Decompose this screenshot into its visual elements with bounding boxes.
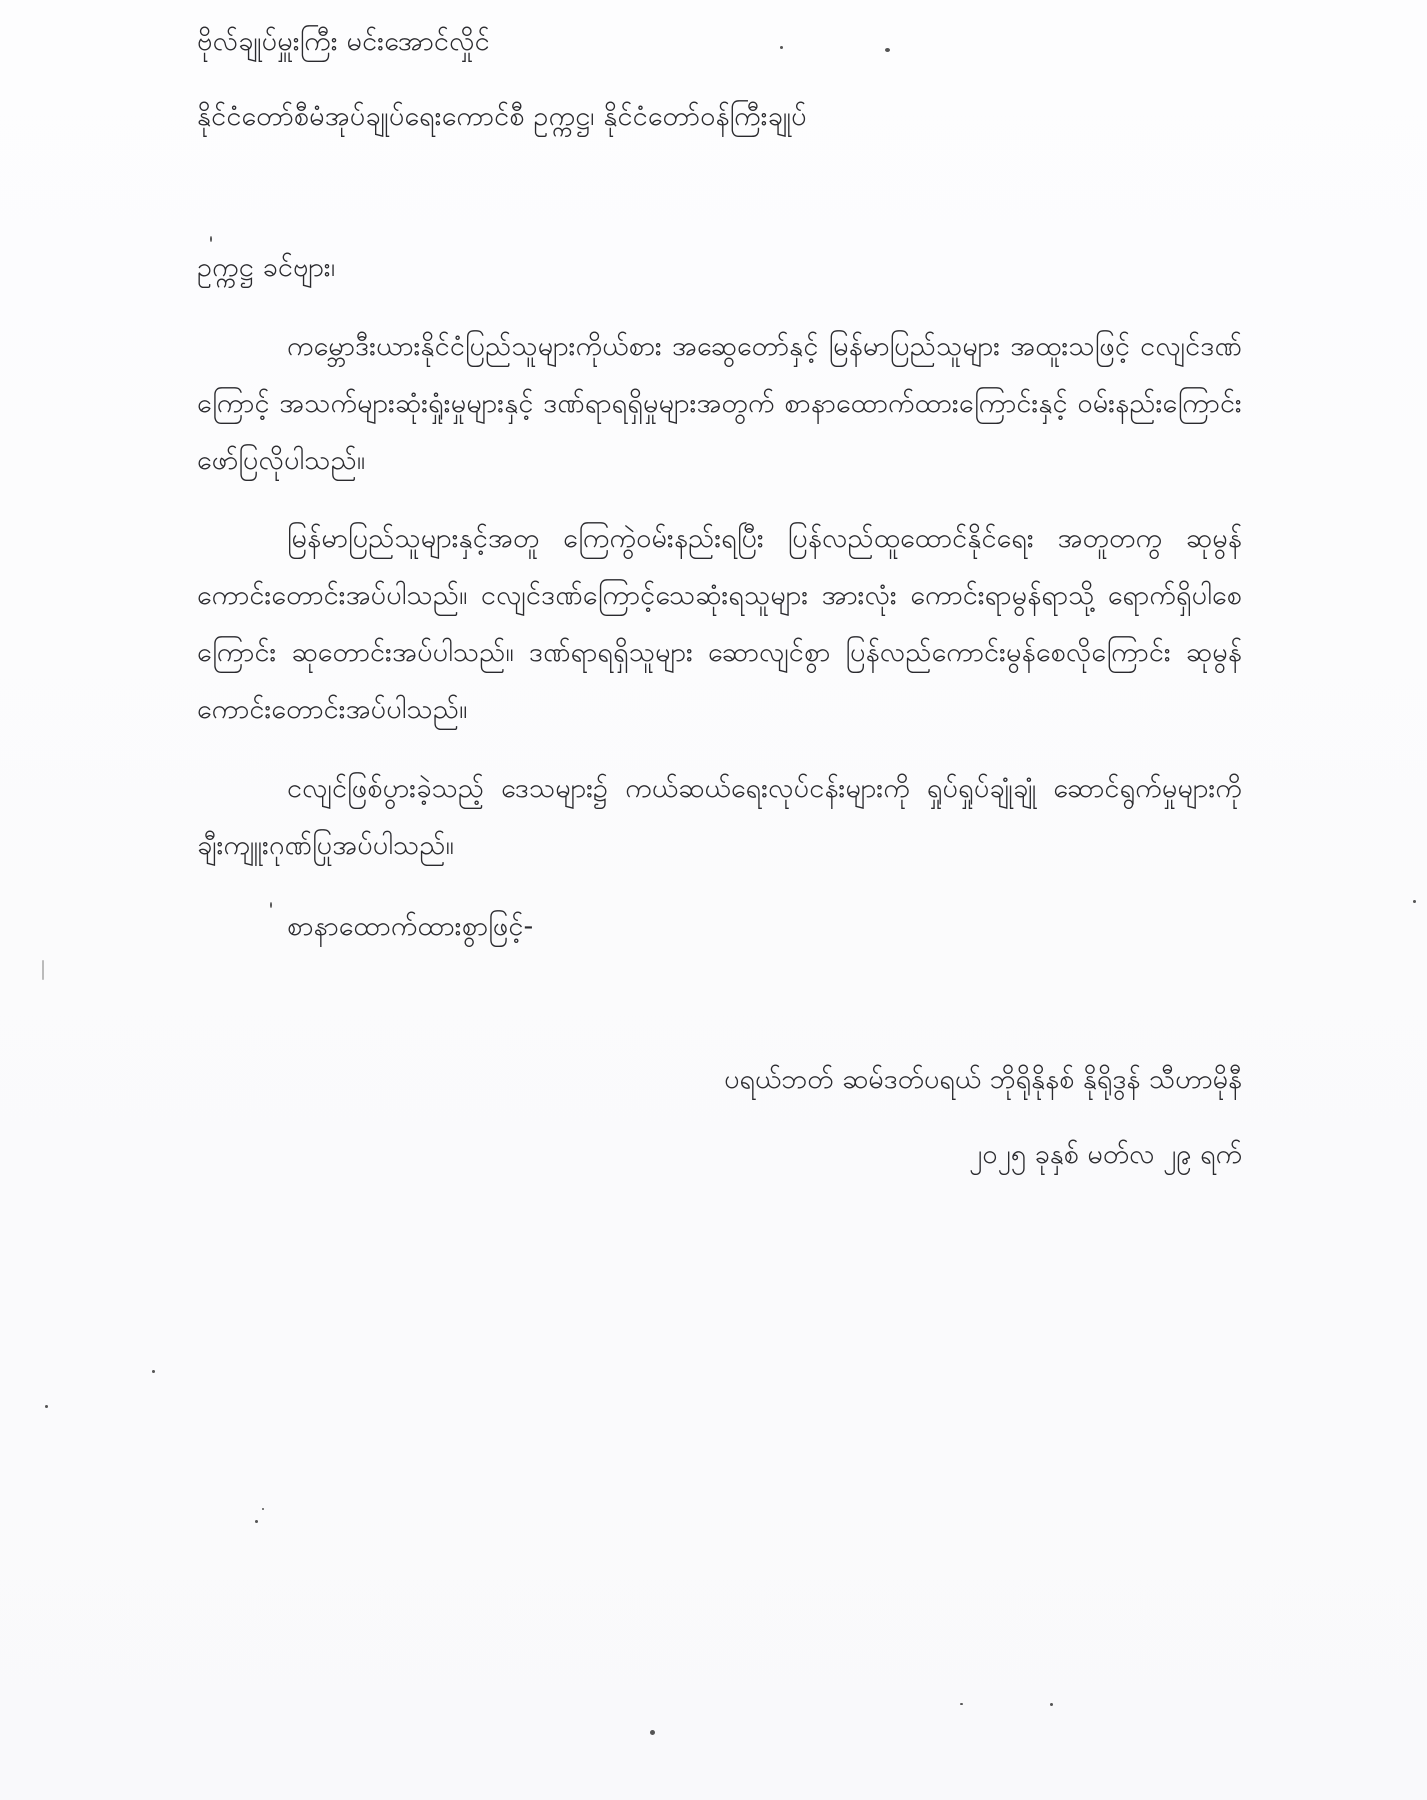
scan-speck	[255, 1520, 258, 1523]
scan-speck	[1050, 1703, 1053, 1706]
paragraph-text: မြန်မာပြည်သူများနှင့်အတူ ကြေကွဲဝမ်းနည်းရပြီး ပြန်လည်ထူထောင်နိုင်ရေး အတူတကွ ဆုမွန်ကောင်းတောင်းအပ်ပါသည်။ ငလျင်ဒဏ်ကြောင့်သေဆုံးရသူများ အားလုံး ကောင်းရာမွန်ရာသို့ ရောက်ရှိပါစေကြောင်း ဆုတောင်းအပ်ပါသည်။ ဒဏ်ရာရရှိသူများ ဆောလျင်စွာ ပြန်လည်ကောင်းမွန်စေလိုကြောင်း ဆုမွန်ကောင်းတောင်းအပ်ပါသည်။	[197, 523, 1242, 725]
paragraph-text: ကမ္ဘောဒီးယားနိုင်ငံပြည်သူများကိုယ်စား အဆွေတော်နှင့် မြန်မာပြည်သူများ အထူးသဖြင့် ငလျင်ဒဏ်ကြောင့် အသက်များဆုံးရှုံးမှုများနှင့် ဒဏ်ရာရရှိမှုများအတွက် စာနာထောက်ထားကြောင်းနှင့် ဝမ်းနည်းကြောင်း ဖော်ပြလိုပါသည်။	[197, 331, 1242, 476]
closing-phrase: စာနာထောက်ထားစွာဖြင့်-	[287, 911, 534, 942]
scan-speck	[45, 1405, 48, 1408]
scan-speck	[262, 1508, 264, 1510]
scan-speck	[270, 902, 272, 908]
letter-paragraph	[197, 760, 1242, 874]
letter-paragraph	[197, 318, 1242, 489]
scan-speck	[960, 1703, 963, 1705]
scan-speck	[1413, 900, 1416, 903]
letter-paragraph	[197, 510, 1242, 738]
scan-speck	[42, 960, 44, 980]
scan-speck	[152, 1370, 155, 1373]
scan-speck	[780, 46, 783, 49]
sender-name-heading: ဗိုလ်ချုပ်မှူးကြီး မင်းအောင်လှိုင်	[197, 26, 490, 57]
scan-speck	[210, 236, 212, 242]
signature-name: ပရယ်ဘတ် ဆမ်ဒတ်ပရယ် ဘိုရိုနိုနစ် နိုရိုဒွန် သီဟာမိုနီ	[724, 1064, 1242, 1095]
recipient-title-heading: နိုင်ငံတော်စီမံအုပ်ချုပ်ရေးကောင်စီ ဥက္ကဋ္ဌ၊ နိုင်ငံတော်ဝန်ကြီးချုပ်	[197, 101, 807, 132]
scan-speck	[885, 48, 890, 52]
scan-speck	[650, 1730, 655, 1735]
signature-date: ၂၀၂၅ ခုနှစ် မတ်လ ၂၉ ရက်	[969, 1139, 1242, 1170]
paragraph-text: ငလျင်ဖြစ်ပွားခဲ့သည့် ဒေသများ၌ ကယ်ဆယ်ရေးလုပ်ငန်းများကို ရှုပ်ရှုပ်ချုံချုံ ဆောင်ရွက်မှုများကို ချီးကျူးဂုဏ်ပြုအပ်ပါသည်။	[197, 773, 1242, 861]
salutation: ဥက္ကဋ္ဌ ခင်ဗျား၊	[197, 252, 336, 283]
